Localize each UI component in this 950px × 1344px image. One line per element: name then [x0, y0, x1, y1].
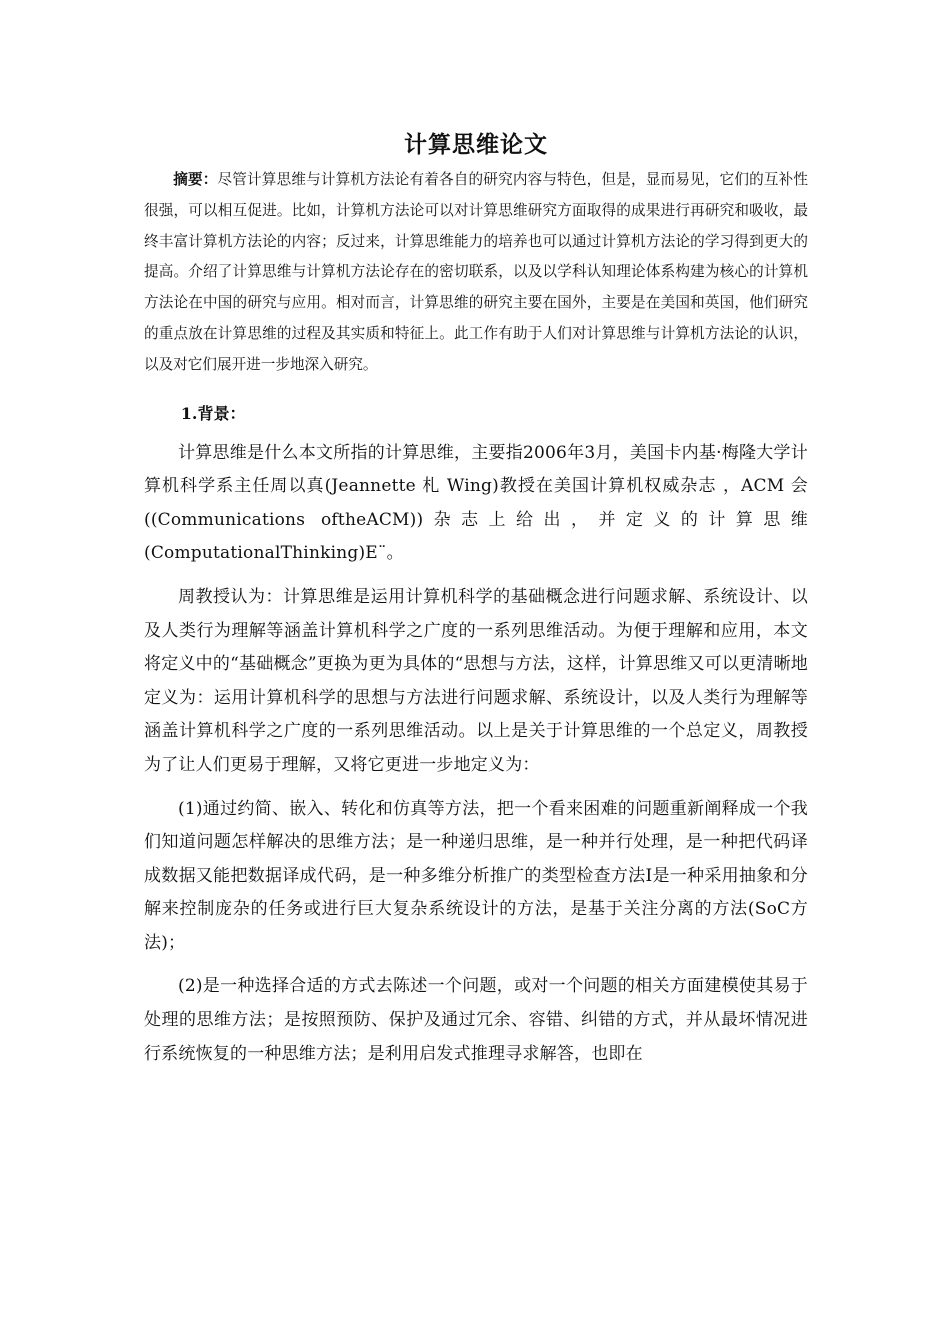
document-title: 计算思维论文	[404, 131, 548, 158]
paragraph-definition: 周教授认为：计算思维是运用计算机科学的基础概念进行问题求解、系统设计、以及人类行为理解等涵盖计算机科学之广度的一系列思维活动。为便于理解和应用，本文将定义中的“基础概念”更换为更为具体的“思想与方法，这样，计算思维又可以更清晰地定义为：运用计算机科学的思想与方法进行问题求解、系统设计，以及人类行为理解等涵盖计算机科学之广度的一系列思维活动。以上是关于计算思维的一个总定义，周教授为了让人们更易于理解，又将它更进一步地定义为：	[144, 586, 808, 775]
abstract-text: 尽管计算思维与计算机方法论有着各自的研究内容与特色，但是，显而易见，它们的互补性很强，可以相互促进。比如，计算机方法论可以对计算思维研究方面取得的成果进行再研究和吸收，最终丰富计算机方法论的内容；反过来，计算思维能力的培养也可以通过计算机方法论的学习得到更大的提高。介绍了计算思维与计算机方法论存在的密切联系，以及以学科认知理论体系构建为核心的计算机方法论在中国的研究与应用。相对而言，计算思维的研究主要在国外，主要是在美国和英国，他们研究的重点放在计算思维的过程及其实质和特征上。此工作有助于人们对计算思维与计算机方法论的认识，以及对它们展开进一步地深入研究。	[144, 171, 808, 373]
paragraph-point-2: (2)是一种选择合适的方式去陈述一个问题，或对一个问题的相关方面建模使其易于处理的思维方法；是按照预防、保护及通过冗余、容错、纠错的方式，并从最坏情况进行系统恢复的一种思维方法；是利用启发式推理寻求解答，也即在	[144, 976, 808, 1064]
document-page	[144, 126, 808, 1081]
abstract-label: 摘要：	[173, 171, 218, 188]
section-heading: 1.背景：	[180, 403, 246, 423]
abstract	[144, 165, 808, 381]
paragraph-background: 计算思维是什么本文所指的计算思维，主要指2006年3月，美国卡内基·梅隆大学计算机科学系主任周以真(Jeannette 札 Wing)教授在美国计算机权威杂志 ，ACM 会((Communications oftheACM))杂志上给出，并定义的计算思维(ComputationalThinking)E¨。	[144, 442, 808, 564]
paragraph-point-1: (1)通过约简、嵌入、转化和仿真等方法，把一个看来困难的问题重新阐释成一个我们知道问题怎样解决的思维方法；是一种递归思维，是一种并行处理，是一种把代码译成数据又能把数据译成代码，是一种多维分析推广的类型检查方法I是一种采用抽象和分解来控制庞杂的任务或进行巨大复杂系统设计的方法，是基于关注分离的方法(SoC方法)；	[144, 798, 808, 953]
